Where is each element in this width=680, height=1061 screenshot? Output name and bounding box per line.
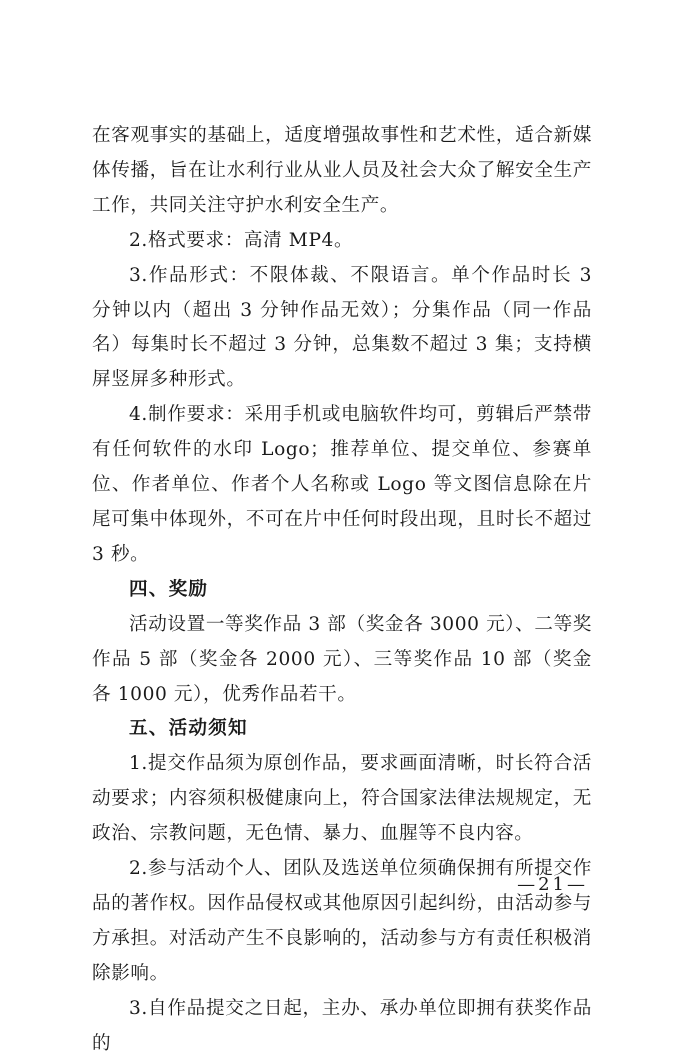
section-heading-awards: 四、奖励 — [129, 578, 209, 600]
paragraph-awards: 活动设置一等奖作品 3 部（奖金各 3000 元）、二等奖作品 5 部（奖金各 2000 元）、三等奖作品 10 部（奖金各 1000 元），优秀作品若干。 — [92, 613, 592, 705]
paragraph-notice-originality: 1.提交作品须为原创作品，要求画面清晰，时长符合活动要求；内容须积极健康向上，符合国家法律法规规定，无政治、宗教问题，无色情、暴力、血腥等不良内容。 — [92, 753, 592, 845]
section-heading-notice: 五、活动须知 — [129, 718, 248, 740]
paragraph-format-requirement: 2.格式要求：高清 MP4。 — [129, 229, 354, 251]
paragraph-production-requirement: 4.制作要求：采用手机或电脑软件均可，剪辑后严禁带有任何软件的水印 Logo；推荐单位、提交单位、参赛单位、作者单位、作者个人名称或 Logo 等文图信息除在片尾可集中体现外，不可在片中任何时段出现，且时长不超过 3 秒。 — [92, 404, 592, 565]
paragraph-work-form: 3.作品形式：不限体裁、不限语言。单个作品时长 3 分钟以内（超出 3 分钟作品无效）；分集作品（同一作品名）每集时长不超过 3 分钟，总集数不超过 3 集；支持横屏竖屏多种形式。 — [92, 264, 592, 391]
document-body — [92, 119, 592, 1061]
paragraph-notice-copyright: 2.参与活动个人、团队及选送单位须确保拥有所提交作品的著作权。因作品侵权或其他原因引起纠纷，由活动参与方承担。对活动产生不良影响的，活动参与方有责任积极消除影响。 — [92, 858, 592, 984]
paragraph-notice-rights: 3.自作品提交之日起，主办、承办单位即拥有获奖作品的 — [92, 997, 592, 1054]
paragraph-intro-continuation: 在客观事实的基础上，适度增强故事性和艺术性，适合新媒体传播，旨在让水利行业从业人员及社会大众了解安全生产工作，共同关注守护水利安全生产。 — [92, 125, 592, 216]
page-number: —21— — [517, 874, 588, 895]
